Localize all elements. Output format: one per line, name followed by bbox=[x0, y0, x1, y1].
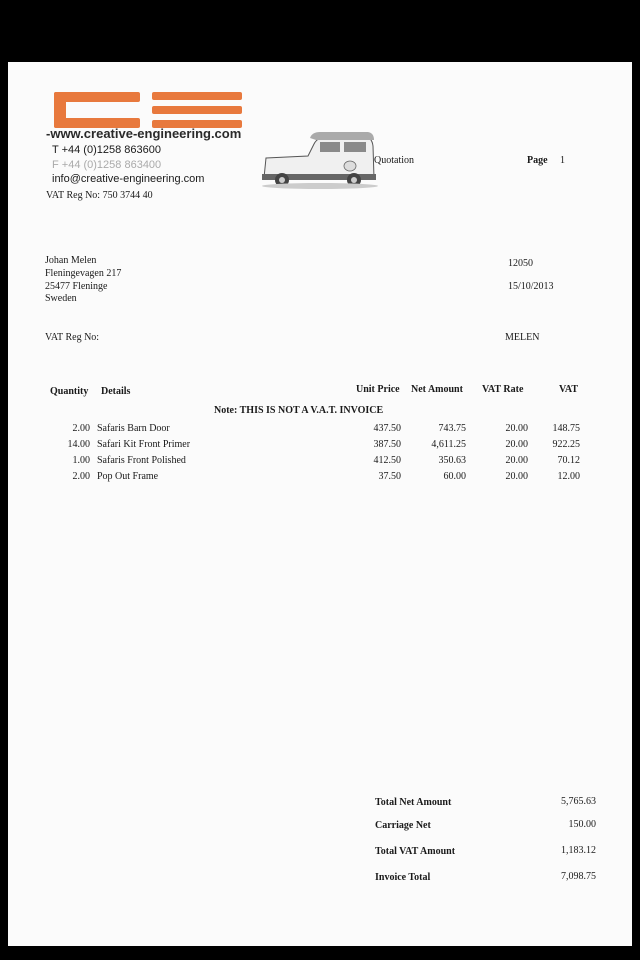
row-vat-rate: 20.00 bbox=[505, 471, 528, 482]
van-illustration bbox=[258, 128, 378, 190]
row-net-amount: 4,611.25 bbox=[431, 439, 466, 450]
page-number: 1 bbox=[560, 155, 565, 166]
carriage-net-label: Carriage Net bbox=[375, 820, 431, 831]
carriage-net-value: 150.00 bbox=[568, 819, 596, 830]
quotation-number: 12050 bbox=[508, 258, 533, 269]
row-details: Safari Kit Front Primer bbox=[97, 439, 191, 450]
row-details: Safaris Front Polished bbox=[97, 455, 186, 466]
total-vat-value: 1,183.12 bbox=[561, 845, 596, 856]
company-email: info@creative-engineering.com bbox=[52, 173, 205, 185]
table-row bbox=[8, 471, 632, 487]
table-row bbox=[8, 439, 632, 455]
header-net-amount: Net Amount bbox=[411, 384, 463, 395]
row-quantity: 1.00 bbox=[72, 455, 90, 466]
row-vat-rate: 20.00 bbox=[505, 423, 528, 434]
customer-city: 25477 Fleninge bbox=[45, 281, 108, 292]
document-page bbox=[8, 62, 632, 946]
customer-vat-reg-label: VAT Reg No: bbox=[45, 332, 100, 343]
company-website: -www.creative-engineering.com bbox=[46, 126, 242, 141]
row-quantity: 14.00 bbox=[67, 439, 90, 450]
header-vat-rate: VAT Rate bbox=[482, 384, 524, 395]
row-details: Safaris Barn Door bbox=[97, 423, 170, 434]
invoice-total-value: 7,098.75 bbox=[561, 871, 596, 882]
total-vat-label: Total VAT Amount bbox=[375, 846, 456, 857]
header-details: Details bbox=[101, 386, 131, 397]
customer-country: Sweden bbox=[45, 293, 77, 304]
table-row bbox=[8, 455, 632, 471]
page-label: Page bbox=[527, 155, 548, 166]
row-quantity: 2.00 bbox=[72, 471, 90, 482]
header-vat: VAT bbox=[559, 384, 579, 395]
row-unit-price: 437.50 bbox=[373, 423, 401, 434]
vat-invoice-note: Note: THIS IS NOT A V.A.T. INVOICE bbox=[214, 405, 384, 416]
row-net-amount: 60.00 bbox=[443, 471, 466, 482]
company-vat-reg: VAT Reg No: 750 3744 40 bbox=[46, 190, 153, 201]
invoice-total-label: Invoice Total bbox=[375, 872, 431, 883]
row-unit-price: 387.50 bbox=[373, 439, 401, 450]
customer-name: Johan Melen bbox=[45, 255, 97, 266]
row-vat: 70.12 bbox=[557, 455, 580, 466]
header-quantity: Quantity bbox=[50, 386, 89, 397]
total-net-label: Total Net Amount bbox=[375, 797, 452, 808]
row-unit-price: 37.50 bbox=[378, 471, 401, 482]
row-quantity: 2.00 bbox=[72, 423, 90, 434]
row-vat-rate: 20.00 bbox=[505, 439, 528, 450]
row-vat: 12.00 bbox=[557, 471, 580, 482]
customer-reference: MELEN bbox=[505, 332, 540, 343]
table-row bbox=[8, 423, 632, 439]
row-vat: 148.75 bbox=[552, 423, 580, 434]
total-net-value: 5,765.63 bbox=[561, 796, 596, 807]
header-unit-price: Unit Price bbox=[356, 384, 400, 395]
customer-street: Fleningevagen 217 bbox=[45, 268, 122, 279]
quotation-date: 15/10/2013 bbox=[508, 281, 554, 292]
company-fax: F +44 (0)1258 863400 bbox=[52, 159, 162, 171]
row-vat-rate: 20.00 bbox=[505, 455, 528, 466]
document-title: Quotation bbox=[374, 155, 414, 166]
row-details: Pop Out Frame bbox=[97, 471, 159, 482]
row-net-amount: 350.63 bbox=[438, 455, 466, 466]
company-phone: T +44 (0)1258 863600 bbox=[52, 144, 161, 156]
row-net-amount: 743.75 bbox=[438, 423, 466, 434]
row-vat: 922.25 bbox=[552, 439, 580, 450]
row-unit-price: 412.50 bbox=[373, 455, 401, 466]
